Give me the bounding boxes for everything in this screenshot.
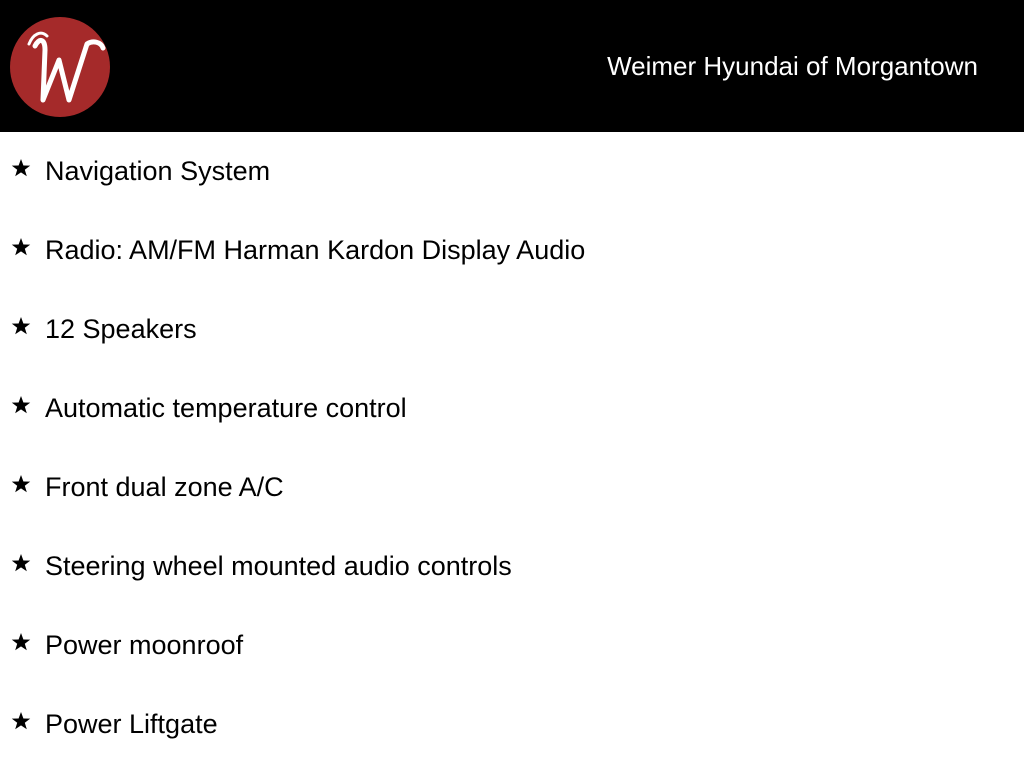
list-item: [0, 211, 1024, 290]
feature-label: Power Liftgate: [45, 709, 218, 739]
star-icon: [11, 474, 31, 494]
star-icon: [11, 395, 31, 415]
feature-label: Navigation System: [45, 156, 271, 186]
star-icon: [11, 237, 31, 257]
list-item: [0, 132, 1024, 211]
star-icon: [11, 316, 31, 336]
list-item: [0, 685, 1024, 764]
star-icon: [11, 158, 31, 178]
list-item: [0, 290, 1024, 369]
feature-list: [0, 132, 1024, 764]
list-item: [0, 448, 1024, 527]
star-icon: [11, 632, 31, 652]
feature-label: 12 Speakers: [45, 314, 197, 344]
list-item: [0, 527, 1024, 606]
star-icon: [11, 711, 31, 731]
feature-label: Steering wheel mounted audio controls: [45, 551, 512, 581]
dealer-name: Weimer Hyundai of Morgantown: [607, 51, 978, 81]
feature-label: Automatic temperature control: [45, 393, 407, 423]
feature-label: Radio: AM/FM Harman Kardon Display Audio: [45, 235, 586, 265]
feature-label: Front dual zone A/C: [45, 472, 284, 502]
list-item: [0, 369, 1024, 448]
list-item: [0, 606, 1024, 685]
page-header: [0, 0, 1024, 132]
weimer-logo-icon: [9, 16, 111, 118]
feature-label: Power moonroof: [45, 630, 244, 660]
star-icon: [11, 553, 31, 573]
